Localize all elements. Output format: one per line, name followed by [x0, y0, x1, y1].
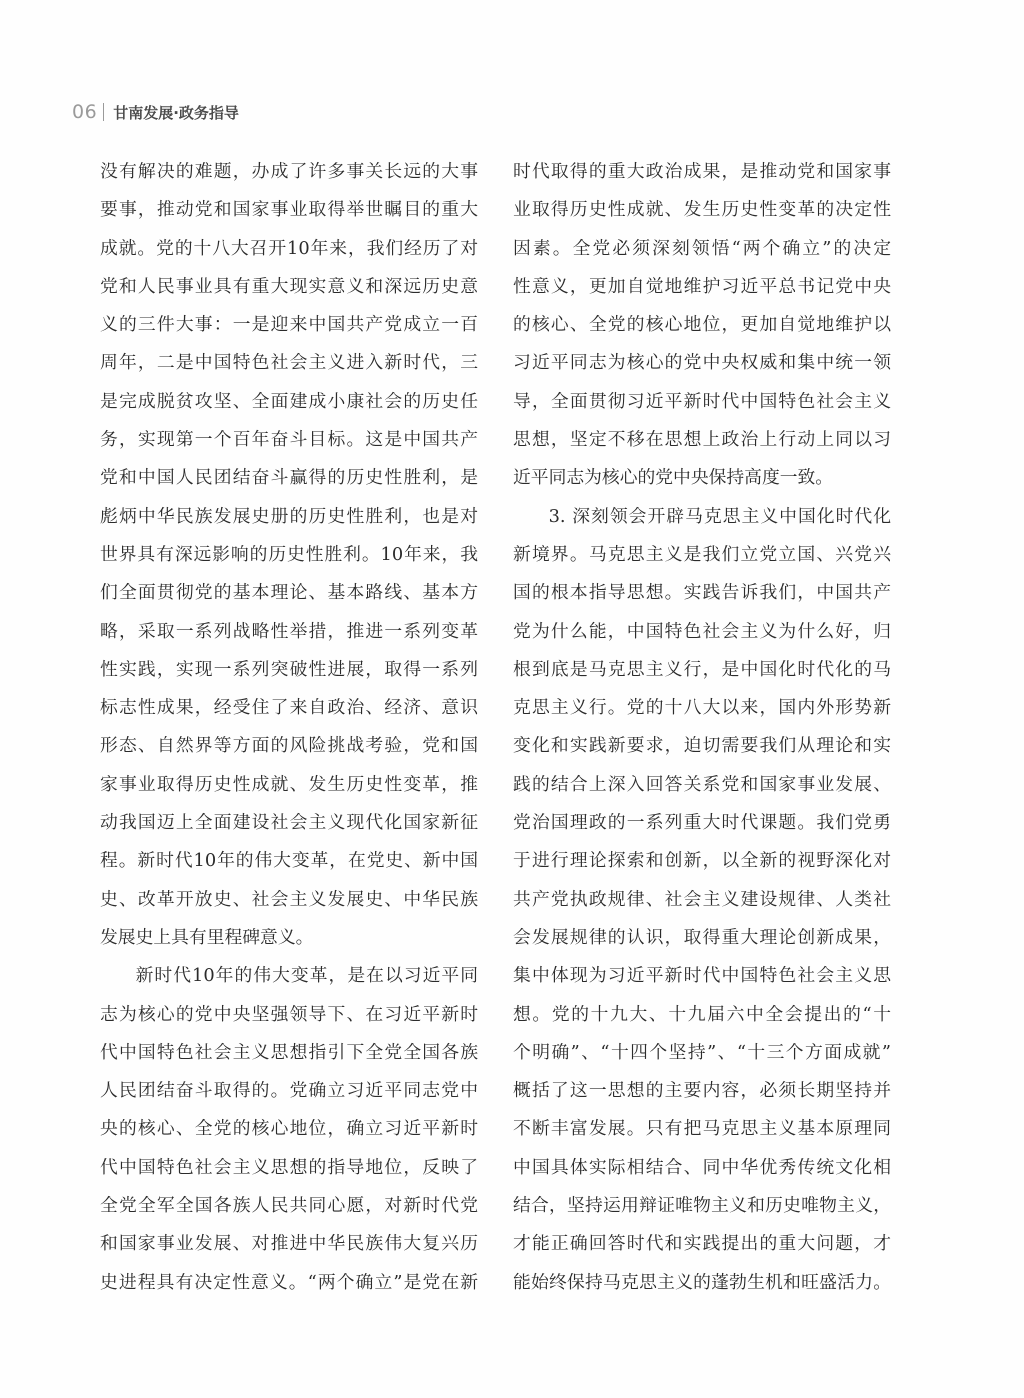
text-line: 结合，坚持运用辩证唯物主义和历史唯物主义，: [513, 1195, 891, 1217]
text-line: 践的结合上深入回答关系党和国家事业发展、: [513, 773, 891, 795]
text-line: 义的三件大事：一是迎来中国共产党成立一百: [100, 314, 478, 336]
text-line: 中国具体实际相结合、同中华优秀传统文化相: [513, 1156, 891, 1178]
text-line: 要事，推动党和国家事业取得举世瞩目的重大: [100, 199, 478, 221]
text-line: 习近平同志为核心的党中央权威和集中统一领: [513, 352, 891, 374]
text-line: 彪炳中华民族发展史册的历史性胜利，也是对: [100, 505, 478, 527]
text-line: 略，采取一系列战略性举措，推进一系列变革: [100, 620, 478, 642]
text-line: 不断丰富发展。只有把马克思主义基本原理同: [513, 1118, 891, 1140]
text-line: 个明确”、“十四个坚持”、“十三个方面成就”: [513, 1041, 891, 1063]
text-line: 标志性成果，经受住了来自政治、经济、意识: [100, 697, 478, 719]
text-line: 成就。党的十八大召开10年来，我们经历了对: [100, 237, 478, 259]
text-line: 动我国迈上全面建设社会主义现代化国家新征: [100, 812, 478, 834]
text-line: 会发展规律的认识，取得重大理论创新成果，: [513, 926, 891, 948]
text-line: 导，全面贯彻习近平新时代中国特色社会主义: [513, 390, 891, 412]
text-line: 性意义，更加自觉地维护习近平总书记党中央: [513, 275, 891, 297]
text-line: 党治国理政的一系列重大时代课题。我们党勇: [513, 812, 891, 834]
text-line: 变化和实践新要求，迫切需要我们从理论和实: [513, 735, 891, 757]
text-line: 史进程具有决定性意义。“两个确立”是党在新: [100, 1271, 478, 1293]
text-line: 3. 深刻领会开辟马克思主义中国化时代化: [548, 505, 891, 527]
text-line: 能始终保持马克思主义的蓬勃生机和旺盛活力。: [513, 1271, 891, 1293]
text-line: 人民团结奋斗取得的。党确立习近平同志党中: [100, 1080, 478, 1102]
text-line: 形态、自然界等方面的风险挑战考验，党和国: [100, 735, 478, 757]
text-line: 概括了这一思想的主要内容，必须长期坚持并: [513, 1080, 891, 1102]
text-line: 周年，二是中国特色社会主义进入新时代，三: [100, 352, 478, 374]
text-line: 新时代10年的伟大变革，是在以习近平同: [135, 965, 478, 987]
text-line: 党和人民事业具有重大现实意义和深远历史意: [100, 275, 478, 297]
text-line: 代中国特色社会主义思想指引下全党全国各族: [100, 1041, 478, 1063]
text-line: 志为核心的党中央坚强领导下、在习近平新时: [100, 1003, 478, 1025]
text-line: 没有解决的难题，办成了许多事关长远的大事: [100, 161, 478, 182]
text-line: 业取得历史性成就、发生历史性变革的决定性: [513, 199, 891, 221]
page-number: 06: [72, 101, 98, 123]
left-column: [100, 153, 478, 1302]
text-line: 们全面贯彻党的基本理论、基本路线、基本方: [100, 582, 478, 604]
header-separator: [103, 103, 104, 121]
text-line: 党为什么能，中国特色社会主义为什么好，归: [513, 620, 891, 642]
text-line: 央的核心、全党的核心地位，确立习近平新时: [100, 1118, 478, 1140]
text-line: 务，实现第一个百年奋斗目标。这是中国共产: [100, 429, 478, 451]
text-line: 思想，坚定不移在思想上政治上行动上同以习: [513, 429, 891, 451]
text-line: 克思主义行。党的十八大以来，国内外形势新: [513, 697, 891, 719]
text-line: 国的根本指导思想。实践告诉我们，中国共产: [513, 582, 891, 604]
text-line: 才能正确回答时代和实践提出的重大问题，才: [513, 1233, 891, 1255]
text-line: 世界具有深远影响的历史性胜利。10年来，我: [100, 543, 478, 565]
text-line: 近平同志为核心的党中央保持高度一致。: [513, 467, 834, 489]
text-line: 发展史上具有里程碑意义。: [100, 926, 314, 948]
text-line: 代中国特色社会主义思想的指导地位，反映了: [100, 1156, 478, 1178]
text-line: 想。党的十九大、十九届六中全会提出的“十: [513, 1003, 891, 1025]
text-line: 党和中国人民团结奋斗赢得的历史性胜利，是: [100, 467, 478, 489]
text-line: 和国家事业发展、对推进中华民族伟大复兴历: [100, 1233, 478, 1255]
text-line: 的核心、全党的核心地位，更加自觉地维护以: [513, 314, 891, 336]
text-line: 程。新时代10年的伟大变革，在党史、新中国: [100, 850, 478, 872]
page-header: [72, 100, 239, 124]
text-line: 时代取得的重大政治成果，是推动党和国家事: [513, 161, 891, 182]
text-line: 于进行理论探索和创新，以全新的视野深化对: [513, 850, 891, 872]
right-column: [513, 153, 891, 1302]
text-line: 集中体现为习近平新时代中国特色社会主义思: [513, 965, 891, 987]
section-title: 甘南发展·政务指导: [113, 103, 239, 122]
text-line: 新境界。马克思主义是我们立党立国、兴党兴: [513, 543, 891, 565]
text-line: 家事业取得历史性成就、发生历史性变革，推: [100, 773, 478, 795]
text-line: 全党全军全国各族人民共同心愿，对新时代党: [100, 1195, 478, 1217]
text-line: 性实践，实现一系列突破性进展，取得一系列: [100, 658, 478, 680]
text-line: 共产党执政规律、社会主义建设规律、人类社: [513, 888, 891, 910]
text-line: 因素。全党必须深刻领悟“两个确立”的决定: [513, 237, 891, 259]
text-line: 是完成脱贫攻坚、全面建成小康社会的历史任: [100, 390, 478, 412]
text-line: 根到底是马克思主义行，是中国化时代化的马: [513, 658, 891, 680]
text-line: 史、改革开放史、社会主义发展史、中华民族: [100, 888, 478, 910]
